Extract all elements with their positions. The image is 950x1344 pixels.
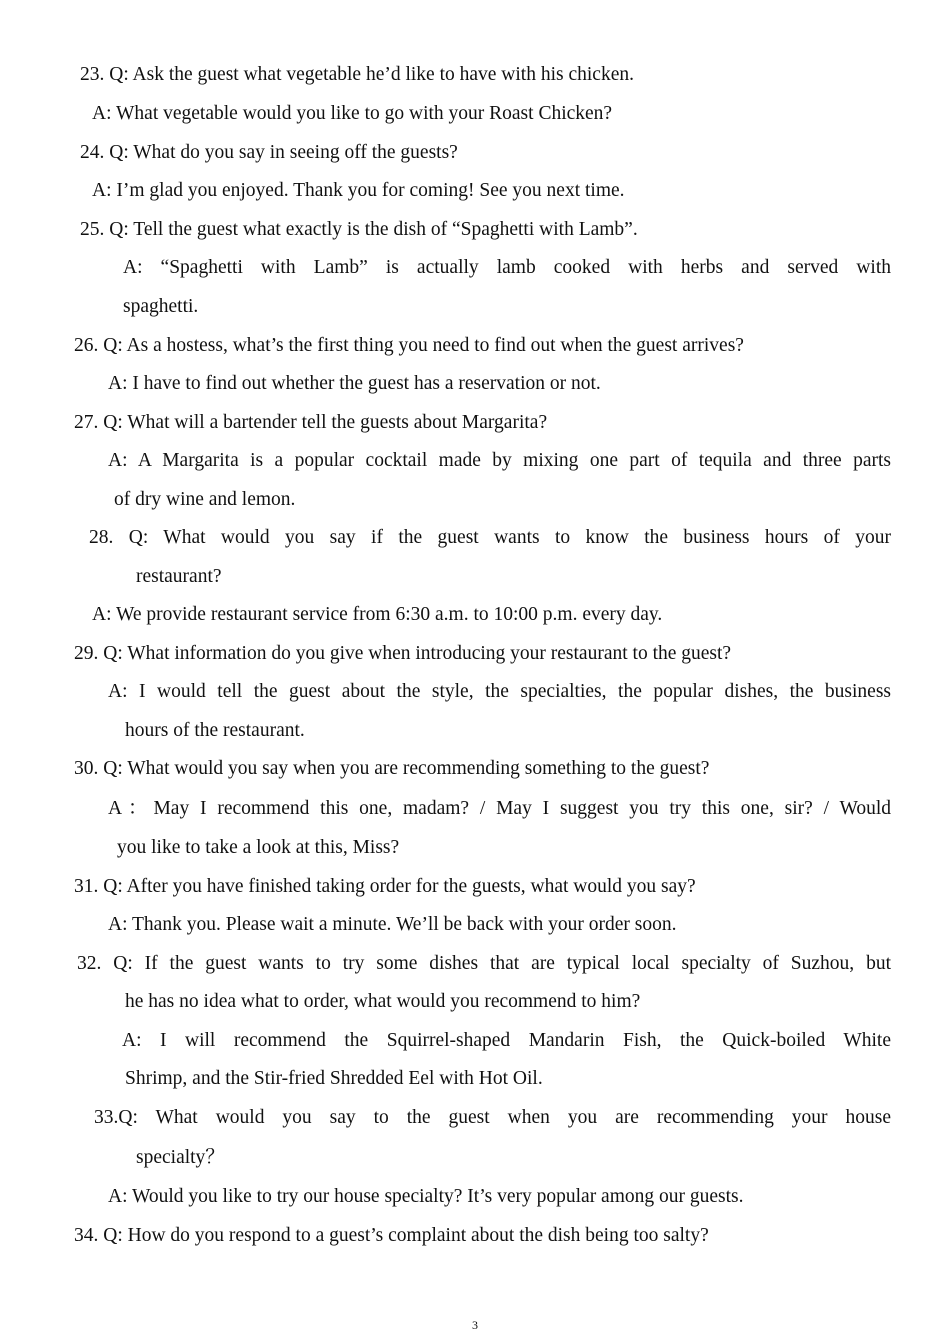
answer-27-line-2: of dry wine and lemon.: [114, 489, 296, 510]
answer-30-line-1: A：May I recommend this one, madam? / May I suggest you try this one, sir? / Would: [108, 798, 891, 819]
question-29: 29. Q: What information do you give when introducing your restaurant to the guest?: [74, 643, 732, 664]
question-24: 24. Q: What do you say in seeing off the guests?: [80, 142, 458, 163]
answer-26: A: I have to find out whether the guest has a reservation or not.: [108, 373, 601, 394]
answer-29-line-1: A: I would tell the guest about the style, the specialties, the popular dishes, the business: [108, 681, 891, 702]
answer-24: A: I’m glad you enjoyed. Thank you for coming! See you next time.: [92, 180, 625, 201]
answer-23: A: What vegetable would you like to go with your Roast Chicken?: [92, 103, 613, 124]
question-33-line-2: specialty？: [136, 1147, 225, 1168]
question-33-line-1: 33.Q: What would you say to the guest when you are recommending your house: [94, 1107, 891, 1128]
question-32-line-2: he has no idea what to order, what would you recommend to him?: [125, 991, 641, 1012]
answer-25-line-2: spaghetti.: [123, 296, 199, 317]
question-28-line-1: 28. Q: What would you say if the guest wants to know the business hours of your: [89, 527, 891, 548]
question-23: 23. Q: Ask the guest what vegetable he’d like to have with his chicken.: [80, 64, 634, 85]
question-26: 26. Q: As a hostess, what’s the first thing you need to find out when the guest arrives?: [74, 335, 744, 356]
answer-32-line-1: A: I will recommend the Squirrel-shaped Mandarin Fish, the Quick-boiled White: [122, 1030, 891, 1051]
question-31: 31. Q: After you have finished taking order for the guests, what would you say?: [74, 876, 696, 897]
question-28-line-2: restaurant?: [136, 566, 222, 587]
answer-25-line-1: A: “Spaghetti with Lamb” is actually lamb cooked with herbs and served with: [123, 257, 891, 278]
question-30: 30. Q: What would you say when you are recommending something to the guest?: [74, 758, 710, 779]
question-25: 25. Q: Tell the guest what exactly is the dish of “Spaghetti with Lamb”.: [80, 219, 638, 240]
answer-30-line-2: you like to take a look at this, Miss?: [117, 837, 400, 858]
question-27: 27. Q: What will a bartender tell the guests about Margarita?: [74, 412, 548, 433]
question-34: 34. Q: How do you respond to a guest’s complaint about the dish being too salty?: [74, 1225, 709, 1246]
question-32-line-1: 32. Q: If the guest wants to try some dishes that are typical local specialty of Suzhou, but: [77, 953, 891, 974]
answer-28: A: We provide restaurant service from 6:30 a.m. to 10:00 p.m. every day.: [92, 604, 663, 625]
answer-31: A: Thank you. Please wait a minute. We’ll be back with your order soon.: [108, 914, 677, 935]
answer-29-line-2: hours of the restaurant.: [125, 720, 305, 741]
answer-33: A: Would you like to try our house specialty? It’s very popular among our guests.: [108, 1186, 744, 1207]
answer-27-line-1: A: A Margarita is a popular cocktail made by mixing one part of tequila and three parts: [108, 450, 891, 471]
page-number: 3: [472, 1318, 478, 1332]
answer-32-line-2: Shrimp, and the Stir-fried Shredded Eel with Hot Oil.: [125, 1068, 543, 1089]
